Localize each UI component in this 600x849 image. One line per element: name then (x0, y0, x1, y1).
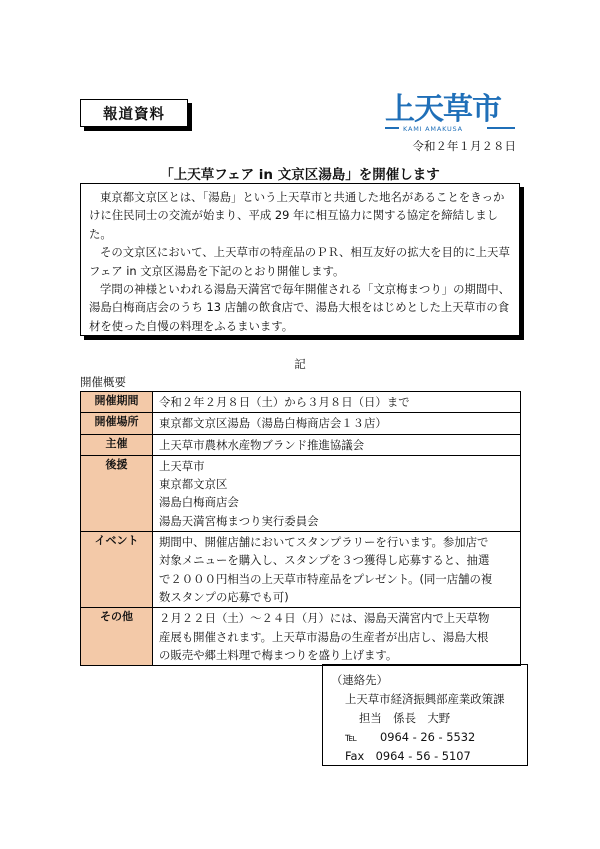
press-release-tag: 報道資料 (80, 99, 188, 127)
table-row (81, 392, 521, 413)
page-title: 「上天草フェア in 文京区湯島」を開催します (160, 167, 440, 183)
logo-line-left (385, 127, 399, 129)
row-value-line: 上天草市農林水産物ブランド推進協議会 (159, 437, 365, 452)
ki-marker: 記 (294, 357, 306, 371)
logo-romaji: KAMI AMAKUSA (403, 125, 463, 133)
contact-department: 上天草市経済振興部産業政策課 (345, 692, 505, 706)
row-value-line: 湯島天満宮梅まつり実行委員会 (159, 513, 319, 528)
table-row (81, 434, 521, 455)
row-value-line: 対象メニューを購入し、スタンプを３つ獲得し応募すると、抽選 (159, 553, 490, 568)
row-label: 後援 (81, 455, 153, 531)
contact-fax: Fax 0964 - 56 - 5107 (345, 749, 471, 763)
row-value-line: 東京都文京区湯島（湯島白梅商店会１３店） (159, 416, 387, 431)
row-value (153, 532, 521, 608)
logo-text: 上天草市 (385, 92, 501, 127)
event-outline-table (80, 391, 521, 666)
kamiamakusa-logo (385, 92, 520, 137)
table-row (81, 608, 521, 666)
contact-person: 担当 係長 大野 (359, 711, 451, 725)
row-value-line: 数スタンプの応募でも可) (159, 589, 289, 604)
table-row (81, 455, 521, 531)
row-value (153, 455, 521, 531)
outline-label: 開催概要 (80, 375, 126, 389)
row-value (153, 413, 521, 434)
summary-box (80, 183, 520, 336)
row-value-line: の販売や郷土料理で梅まつりを盛り上げます。 (159, 647, 398, 662)
row-value (153, 434, 521, 455)
release-date: 令和２年１月２８日 (412, 139, 516, 153)
row-label: 主催 (81, 434, 153, 455)
row-value-line: 令和２年２月８日（土）から３月８日（日）まで (159, 395, 410, 409)
row-label: イベント (81, 532, 153, 608)
summary-paragraph: 学問の神様といわれる湯島天満宮で毎年開催される「文京梅まつり」の期間中、湯島白梅商店会のうち 13 店舗の飲食店で、湯島大根をはじめとした上天草市の食材を使った自慢の料理をふるまいます。 (89, 282, 511, 333)
table-row (81, 413, 521, 434)
summary-paragraph: その文京区において、上天草市の特産品のＰＲ、相互友好の拡大を目的に上天草フェア in 文京区湯島を下記のとおり開催します。 (89, 245, 510, 278)
row-value (153, 608, 521, 666)
contact-tel: ℡ 0964 - 26 - 5532 (345, 730, 476, 744)
row-value-line: 産展も開催されます。上天草市湯島の生産者が出店し、湯島大根 (159, 629, 489, 644)
contact-box (322, 664, 528, 766)
row-label: 開催期間 (81, 392, 153, 413)
table-row (81, 532, 521, 608)
row-value-line: 期間中、開催店舗においてスタンプラリーを行います。参加店で (159, 535, 489, 550)
row-label: その他 (81, 608, 153, 666)
row-value-line: 上天草市 (159, 458, 205, 473)
row-value-line: で２０００円相当の上天草市特産品をプレゼント。(同一店舗の複 (159, 571, 493, 586)
logo-line-right (487, 127, 515, 129)
contact-heading: （連絡先） (331, 673, 388, 687)
summary-paragraph: 東京都文京区とは、「湯島」という上天草市と共通した地名があることをきっかけに住民同士の交流が始まり、平成 29 年に相互協力に関する協定を締結しました。 (89, 190, 505, 241)
row-value-line: 東京都文京区 (159, 477, 228, 492)
row-value-line: 湯島白梅商店会 (159, 495, 239, 510)
row-value (153, 392, 521, 413)
row-value-line: ２月２２日（土）～２４日（月）には、湯島天満宮内で上天草物 (159, 611, 490, 626)
row-label: 開催場所 (81, 413, 153, 434)
